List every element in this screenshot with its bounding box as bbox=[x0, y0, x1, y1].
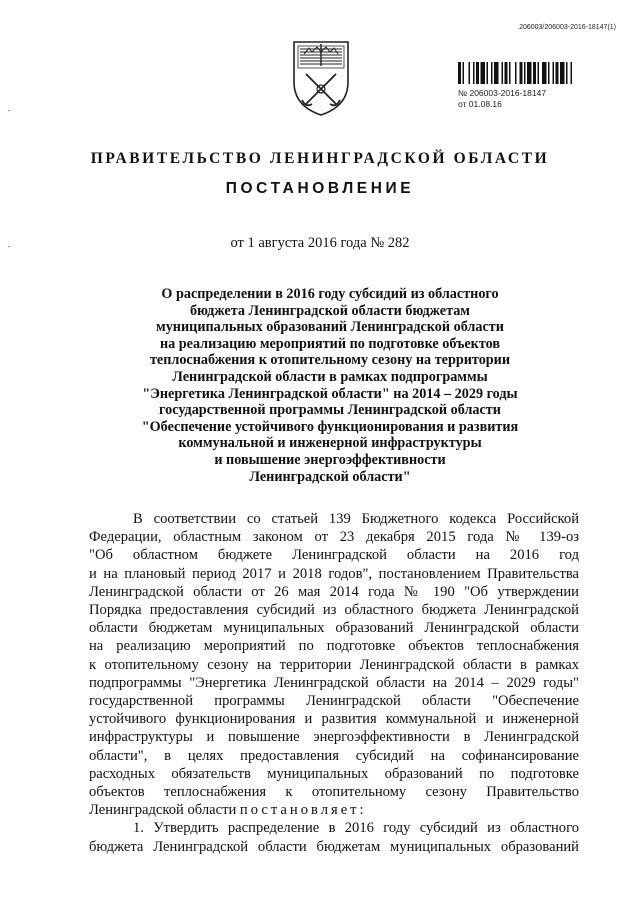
heading-line: "Энергетика Ленинградской области" на 2014 – 2029 годы bbox=[142, 385, 518, 402]
barcode-bar bbox=[560, 62, 565, 84]
body-line: государственной программы Ленинградской области "Обеспечение bbox=[89, 693, 579, 710]
barcode-bar bbox=[538, 62, 540, 84]
body-line: расходных обязательств муниципальных образований по подготовке bbox=[89, 765, 579, 782]
scan-margin-mark bbox=[8, 246, 10, 247]
barcode-bar bbox=[571, 62, 573, 84]
heading-line: "Обеспечение устойчивого функционирования и развития bbox=[141, 418, 519, 435]
heading-line: коммунальной и инженерной инфраструктуры bbox=[178, 435, 482, 452]
barcode-bar bbox=[553, 62, 555, 84]
barcode-bar bbox=[458, 62, 461, 84]
barcode-icon bbox=[458, 62, 608, 84]
body-line: устойчивого функционирования и развития коммунальной и инженерной bbox=[89, 711, 579, 728]
body-line: к отопительному сезону на территории Ленинградской области в рамках bbox=[89, 656, 579, 673]
body-line: Федерации, областным законом от 23 декабря 2015 года № 139-оз bbox=[89, 529, 579, 546]
body-line: Порядка предоставления субсидий из областного бюджета Ленинградской bbox=[89, 602, 579, 619]
closing-resolves: постановляет: bbox=[239, 802, 367, 819]
registration-number: № 206003-2016-18147 bbox=[458, 88, 547, 98]
barcode-bar bbox=[469, 62, 471, 84]
barcode-bar bbox=[463, 62, 465, 84]
document-body bbox=[89, 510, 579, 856]
barcode-bar bbox=[494, 62, 499, 84]
item-1-line: бюджета Ленинградской области бюджетам муниципальных образований bbox=[89, 838, 579, 855]
barcode-bar bbox=[542, 62, 547, 84]
heading-line: и повышение энергоэффективности bbox=[214, 451, 446, 468]
scan-margin-mark bbox=[8, 110, 10, 111]
barcode-bar bbox=[491, 62, 493, 84]
document-system-id: 206003/206003-2016-18147(1) bbox=[519, 24, 616, 31]
heading-line: О распределении в 2016 году субсидий из областного bbox=[161, 286, 499, 302]
body-line: инфраструктуры и повышение энергоэффективности в Ленинградской bbox=[89, 729, 579, 746]
barcode-bar bbox=[520, 62, 523, 84]
barcode-bar bbox=[524, 62, 526, 84]
barcode-bar bbox=[481, 62, 486, 84]
barcode-bar bbox=[556, 62, 559, 84]
registration-date: от 01.08.16 bbox=[458, 99, 502, 109]
item-1-line: 1. Утвердить распределение в 2016 году субсидий из областного bbox=[133, 820, 579, 837]
barcode-bar bbox=[548, 62, 550, 84]
heading-line: государственной программы Ленинградской области bbox=[159, 402, 501, 419]
body-line: и на плановый период 2017 и 2018 годов", постановлением Правительства bbox=[89, 565, 579, 582]
document-date-number: от 1 августа 2016 года № 282 bbox=[230, 235, 410, 251]
barcode-bar bbox=[533, 62, 536, 84]
body-line: В соответствии со статьей 139 Бюджетного кодекса Российской bbox=[133, 511, 579, 527]
barcode-bar bbox=[473, 62, 475, 84]
body-line: "Об областном бюджете Ленинградской области на 2016 год bbox=[89, 547, 579, 564]
body-line: Ленинградской области от 26 мая 2014 года № 190 "Об утверждении bbox=[89, 583, 579, 600]
barcode-bar bbox=[505, 62, 508, 84]
body-line: области бюджетам муниципальных образований Ленинградской области bbox=[89, 620, 579, 637]
closing-prefix: Ленинградской области bbox=[89, 802, 237, 819]
body-line: области", в целях предоставления субсидий на софинансирование bbox=[89, 747, 579, 764]
body-line: объектов теплоснабжения к отопительному сезону Правительство bbox=[89, 784, 579, 801]
barcode-bar bbox=[566, 62, 568, 84]
body-line: на реализацию мероприятий по подготовке объектов теплоснабжения bbox=[89, 638, 579, 655]
leningrad-oblast-coat-of-arms-icon bbox=[290, 38, 352, 118]
heading-line: муниципальных образований Ленинградской области bbox=[156, 319, 504, 336]
closing-line bbox=[89, 801, 579, 819]
registration-block bbox=[458, 62, 608, 110]
barcode-bar bbox=[515, 62, 517, 84]
government-title: ПРАВИТЕЛЬСТВО ЛЕНИНГРАДСКОЙ ОБЛАСТИ bbox=[90, 150, 550, 167]
barcode-bar bbox=[502, 62, 504, 84]
barcode-bar bbox=[509, 62, 511, 84]
body-line: подпрограммы "Энергетика Ленинградской области на 2014 – 2029 годы" bbox=[89, 674, 579, 691]
heading-line: Ленинградской области в рамках подпрограммы bbox=[172, 368, 488, 385]
barcode-bar bbox=[476, 62, 479, 84]
heading-line: Ленинградской области" bbox=[249, 468, 411, 485]
document-heading bbox=[80, 286, 580, 485]
heading-line: теплоснабжения к отопительному сезону на территории bbox=[149, 352, 511, 369]
document-type: ПОСТАНОВЛЕНИЕ bbox=[225, 180, 415, 197]
heading-line: на реализацию мероприятий по подготовке объектов bbox=[159, 335, 501, 352]
heading-line: бюджета Ленинградской области бюджетам bbox=[190, 302, 470, 319]
barcode-bar bbox=[487, 62, 489, 84]
barcode-bar bbox=[527, 62, 532, 84]
